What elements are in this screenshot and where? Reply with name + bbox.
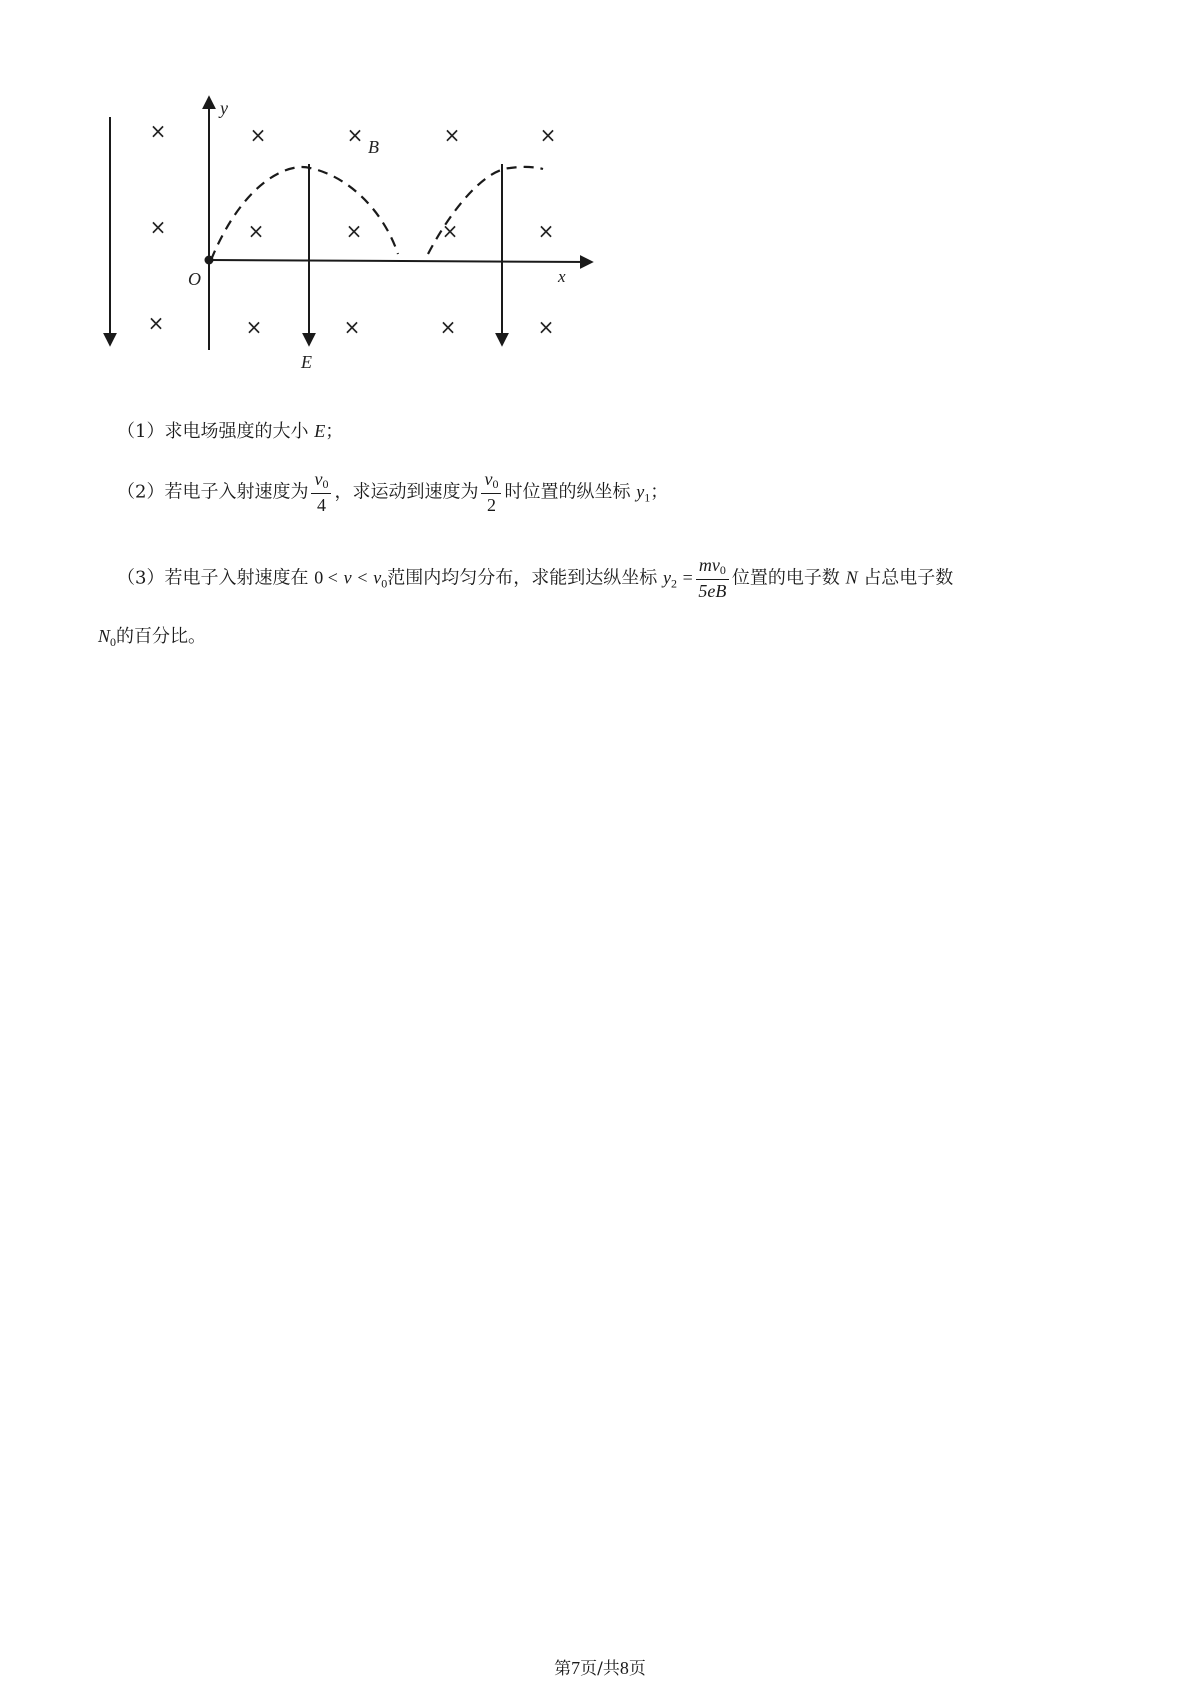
range-var: v [343, 567, 352, 588]
question-1 [117, 422, 343, 441]
footer-text: 第 [554, 1659, 572, 1679]
frac-den: 5eB [698, 580, 727, 601]
page-total: 8 [619, 1658, 629, 1678]
frac-num: mv [698, 555, 720, 575]
question-text: 的百分比。 [116, 626, 207, 647]
punctuation: ； [650, 481, 669, 503]
question-text: ，求运动到速度为 [334, 481, 479, 503]
question-number: （3） [117, 567, 165, 589]
frac-num-var: v [314, 469, 323, 489]
cross-mark: × [245, 315, 263, 339]
question-text: 时位置的纵坐标 [504, 481, 631, 503]
cross-mark: × [345, 219, 363, 243]
question-text: 占总电子数 [863, 567, 954, 589]
equals: = [682, 567, 693, 588]
electron-trajectory [211, 167, 398, 260]
punctuation: ； [325, 421, 344, 442]
fraction-v0-over-2 [481, 470, 501, 514]
range-start: 0 < [314, 567, 338, 588]
question-number: （2） [117, 481, 165, 503]
question-text: 若电子入射速度在 [164, 567, 309, 589]
frac-den: 2 [486, 494, 496, 515]
lhs-sub: 2 [670, 576, 677, 591]
variable-e: E [314, 421, 326, 441]
cross-mark: × [343, 315, 361, 339]
frac-num-sub: 0 [492, 477, 499, 491]
question-text: 求电场强度的大小 [164, 421, 309, 442]
cross-mark: × [443, 123, 461, 147]
question-2 [117, 470, 668, 514]
fraction-v0-over-4 [311, 470, 331, 514]
cross-mark: × [537, 315, 555, 339]
cross-mark: × [537, 219, 555, 243]
frac-num-var: v [484, 469, 493, 489]
question-text: 位置的电子数 [731, 567, 840, 589]
range-var-2-sub: 0 [381, 576, 388, 591]
frac-num-sub: 0 [719, 563, 726, 577]
variable-y: y [636, 481, 645, 502]
cross-mark: × [346, 123, 364, 147]
variable-n0: N [98, 626, 111, 646]
lhs-var: y [662, 567, 671, 588]
cross-mark: × [149, 215, 167, 239]
range-var-2: v [373, 567, 382, 588]
cross-mark: × [149, 119, 167, 143]
cross-mark: × [249, 123, 267, 147]
footer-text: 页 [628, 1659, 646, 1679]
variable-n0-sub: 0 [110, 635, 117, 649]
field-diagram [98, 92, 658, 392]
variable-n: N [845, 567, 858, 588]
frac-num-sub: 0 [322, 477, 329, 491]
fraction-mv0-over-5eb [696, 556, 729, 600]
magnetic-field-label: B [368, 137, 379, 157]
question-3-continuation [98, 622, 206, 650]
variable-sub: 1 [644, 490, 651, 505]
cross-mark: × [441, 219, 459, 243]
cross-mark: × [539, 123, 557, 147]
question-3 [117, 556, 953, 600]
footer-text: 页/共 [580, 1659, 620, 1679]
question-number: （1） [117, 421, 165, 442]
range-op: < [357, 567, 368, 588]
electric-field-label: E [301, 352, 312, 372]
question-text: 范围内均匀分布，求能到达纵坐标 [387, 567, 658, 589]
cross-mark: × [147, 311, 165, 335]
page-footer [0, 1654, 1200, 1679]
y-axis-label: y [220, 98, 228, 118]
cross-mark: × [439, 315, 457, 339]
origin-label: O [188, 269, 201, 289]
cross-mark: × [247, 219, 265, 243]
x-axis-label: x [558, 267, 566, 286]
question-text: 若电子入射速度为 [164, 481, 309, 503]
page-number: 7 [571, 1658, 581, 1678]
x-axis [209, 260, 591, 262]
field-diagram-svg [98, 92, 658, 392]
frac-den: 4 [316, 494, 326, 515]
